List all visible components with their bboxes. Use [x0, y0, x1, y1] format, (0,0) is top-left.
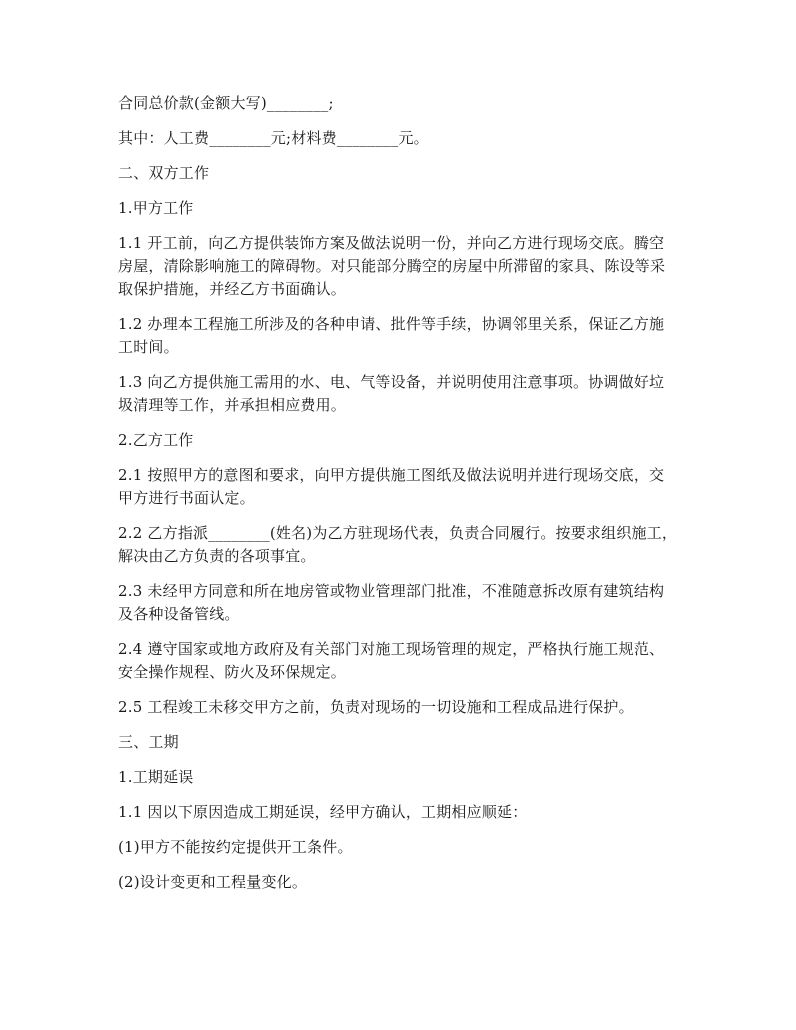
clause-1-3: 1.3 向乙方提供施工需用的水、电、气等设备，并说明使用注意事项。协调做好垃圾清理等工作，并承担相应费用。 [118, 373, 665, 414]
delay-cause-2: (2)设计变更和工程量变化。 [118, 873, 308, 891]
delay-cause-1: (1)甲方不能按约定提供开工条件。 [118, 838, 353, 856]
subheading-party-a-work: 1.甲方工作 [118, 199, 194, 217]
section-heading-duties: 二、双方工作 [118, 164, 210, 182]
clause-2-5: 2.5 工程竣工未移交甲方之前，负责对现场的一切设施和工程成品进行保护。 [118, 698, 634, 716]
clause-2-1: 2.1 按照甲方的意图和要求，向甲方提供施工图纸及做法说明并进行现场交底，交甲方进行书面认定。 [118, 466, 665, 507]
clause-2-4: 2.4 遵守国家或地方政府及有关部门对施工现场管理的规定，严格执行施工规范、安全操作规程、防火及环保规定。 [118, 640, 665, 681]
total-price-line: 合同总价款(金额大写)________; [118, 94, 334, 112]
document-body [118, 92, 678, 906]
clause-1-2: 1.2 办理本工程施工所涉及的各种申请、批件等手续，协调邻里关系，保证乙方施工时间。 [118, 315, 665, 356]
clause-2-3: 2.3 未经甲方同意和所在地房管或物业管理部门批准，不准随意拆改原有建筑结构及各种设备管线。 [118, 582, 665, 623]
clause-1-1: 1.1 开工前，向乙方提供装饰方案及做法说明一份，并向乙方进行现场交底。腾空房屋，清除影响施工的障碍物。对只能部分腾空的房屋中所滞留的家具、陈设等采取保护措施，并经乙方书面确认。 [118, 234, 666, 298]
labor-material-fee-line: 其中：人工费________元;材料费________元。 [118, 129, 429, 147]
subheading-party-b-work: 2.乙方工作 [118, 431, 194, 449]
clause-delay-1-1: 1.1 因以下原因造成工期延误，经甲方确认，工期相应顺延： [118, 803, 528, 821]
subheading-delay: 1.工期延误 [118, 768, 194, 786]
section-heading-schedule: 三、工期 [118, 733, 179, 751]
clause-2-2: 2.2 乙方指派________(姓名)为乙方驻现场代表，负责合同履行。按要求组织施工，解决由乙方负责的各项事宜。 [118, 524, 678, 565]
